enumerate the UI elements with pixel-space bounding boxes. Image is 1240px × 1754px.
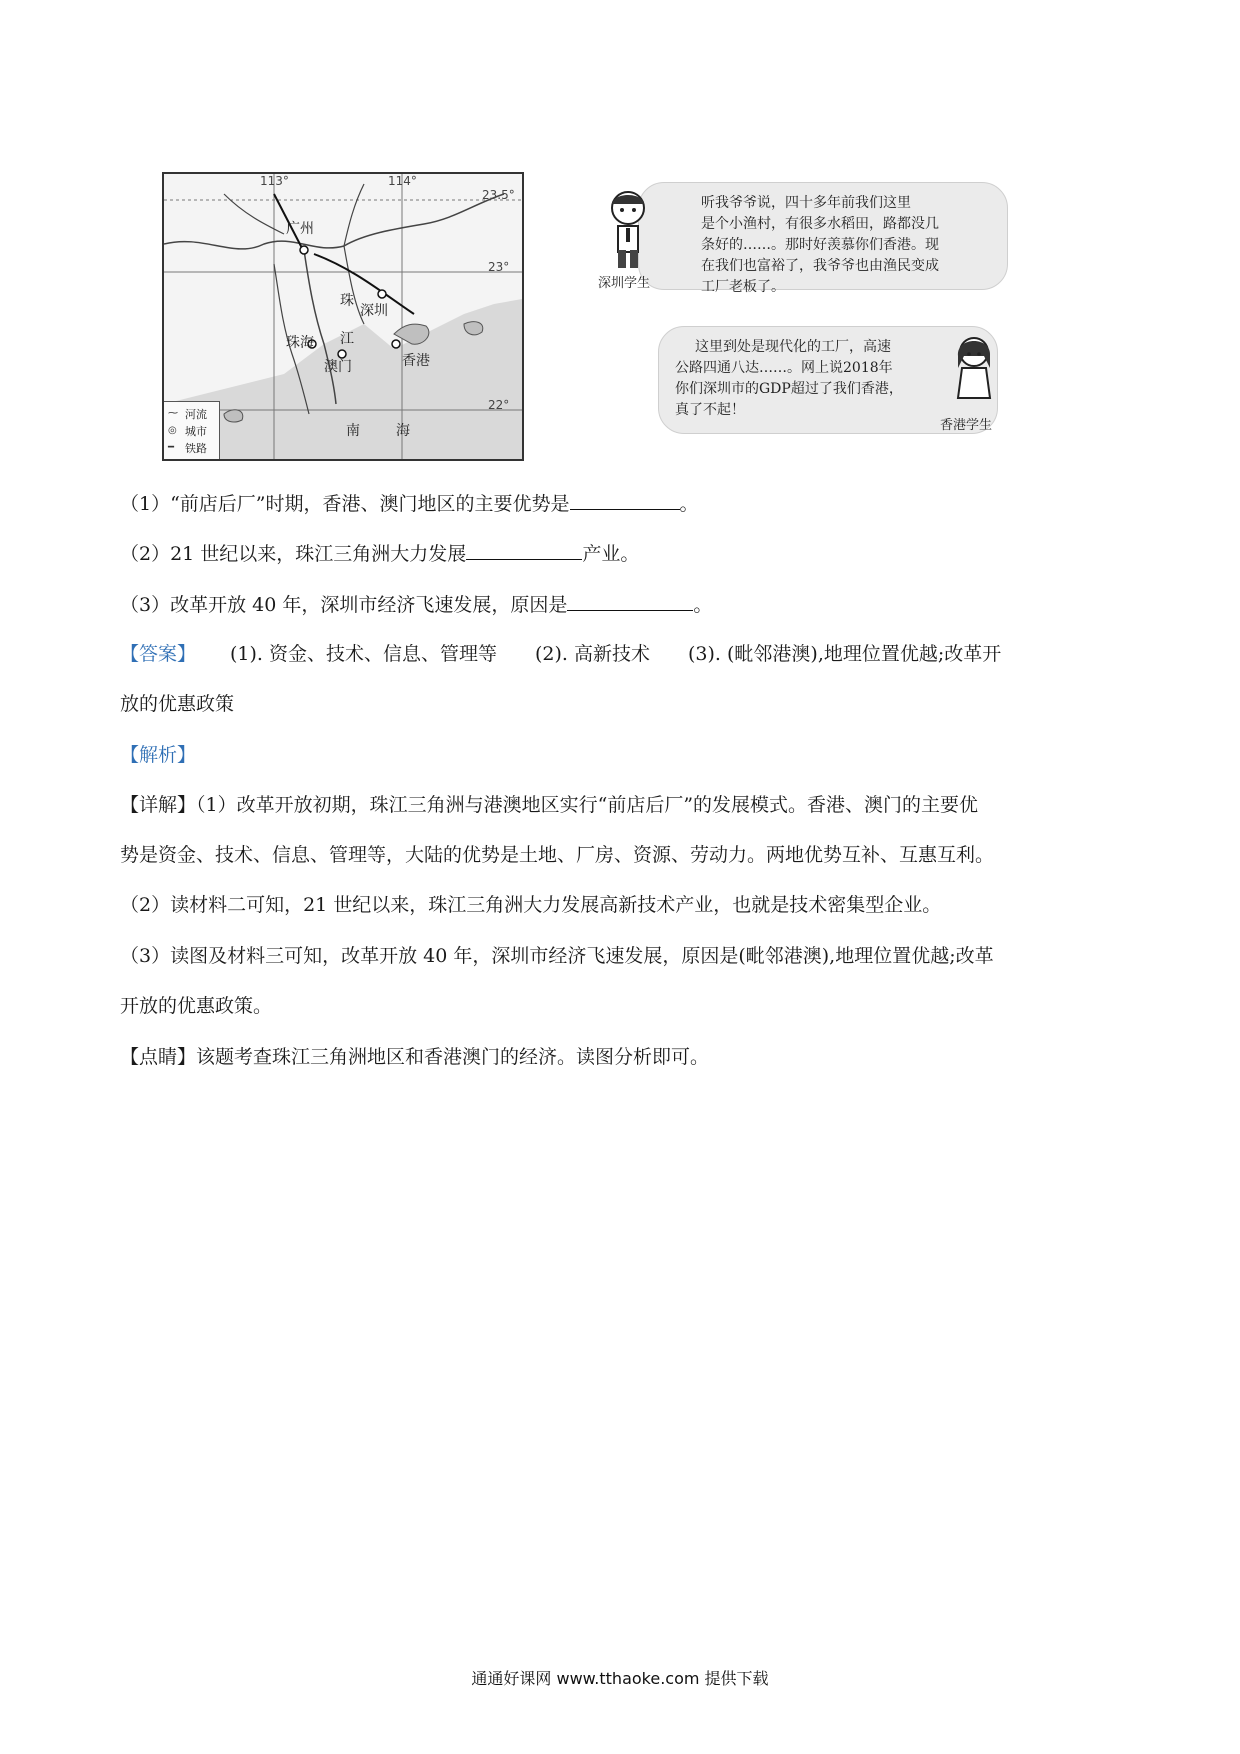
question-2 xyxy=(120,541,639,566)
question-3-suffix: 。 xyxy=(693,594,713,616)
shenzhen-student-caption: 深圳学生 xyxy=(598,276,651,291)
lat-23-5-label: 23.5° xyxy=(482,188,515,202)
detail-line-4: （3）读图及材料三可知，改革开放 40 年，深圳市经济飞速发展，原因是(毗邻港澳),地理位置优越;改革 xyxy=(120,945,994,967)
speech-line: 是个小渔村，有很多水稻田，路都没几 xyxy=(701,216,939,232)
map-legend xyxy=(164,401,220,459)
speech-line: 真了不起！ xyxy=(675,402,745,418)
comment-line xyxy=(120,1045,709,1069)
detail-label: 【详解】 xyxy=(120,794,197,816)
comment-text: 该题考查珠江三角洲地区和香港澳门的经济。读图分析即可。 xyxy=(196,1046,710,1068)
detail-line-2: 势是资金、技术、信息、管理等，大陆的优势是土地、厂房、资源、劳动力。两地优势互补、互惠互利。 xyxy=(120,844,995,866)
lat-23-label: 23° xyxy=(488,260,510,274)
answer-part-2: (2). 高新技术 xyxy=(535,643,651,665)
lon-113-label: 113° xyxy=(260,174,289,188)
river-symbol-icon: ⁓ xyxy=(168,408,178,419)
speech-line: 在我们也富裕了，我爷爷也由渔民变成 xyxy=(701,258,939,274)
answer-line xyxy=(120,642,1001,666)
analysis-label: 【解析】 xyxy=(120,744,197,766)
legend-river-label: 河流 xyxy=(185,407,207,421)
zhu-label: 珠 xyxy=(340,293,354,309)
question-3 xyxy=(120,592,712,617)
students-dialogue-comic xyxy=(598,168,1010,460)
speech-line: 听我爷爷说，四十多年前我们这里 xyxy=(701,195,911,211)
legend-railway-label: 铁路 xyxy=(185,441,207,455)
city-symbol-icon: ◎ xyxy=(168,425,177,436)
answer-label: 【答案】 xyxy=(120,643,197,665)
shenzhen-student-speech-bubble xyxy=(638,182,1008,295)
question-1-text: （1）“前店后厂”时期，香港、澳门地区的主要优势是 xyxy=(120,493,570,515)
comment-label: 【点睛】 xyxy=(120,1046,197,1068)
speech-line: 工厂老板了。 xyxy=(701,279,785,295)
hongkong-student-icon xyxy=(950,332,998,408)
speech-line: 公路四通八达……。网上说2018年 xyxy=(675,360,893,376)
hai-label: 海 xyxy=(396,423,410,439)
question-1 xyxy=(120,491,699,516)
lon-114-label: 114° xyxy=(388,174,417,188)
legend-row-river xyxy=(168,405,215,422)
legend-city-label: 城市 xyxy=(185,424,207,438)
detail-line-5: 开放的优惠政策。 xyxy=(120,995,273,1017)
page-footer: 通通好课网 www.tthaoke.com 提供下载 xyxy=(471,1669,769,1688)
aomen-label: 澳门 xyxy=(324,359,352,375)
shenzhen-label: 深圳 xyxy=(360,303,388,319)
legend-row-city xyxy=(168,422,215,439)
answer-part-3: (3). (毗邻港澳),地理位置优越;改革开 xyxy=(688,643,1002,665)
shenzhen-student-icon xyxy=(600,186,658,272)
speech-line: 条好的……。那时好羡慕你们香港。现 xyxy=(701,237,939,253)
question-1-suffix: 。 xyxy=(679,493,699,515)
detail-line-3: （2）读材料二可知，21 世纪以来，珠江三角洲大力发展高新技术产业，也就是技术密集型企业。 xyxy=(120,894,942,916)
question-1-blank xyxy=(570,491,680,510)
xianggang-label: 香港 xyxy=(402,353,430,369)
guangzhou-label: 广州 xyxy=(286,221,314,237)
jiang-label: 江 xyxy=(340,331,354,347)
speech-line: 这里到处是现代化的工厂，高速 xyxy=(695,339,891,355)
question-2-text: （2）21 世纪以来，珠江三角洲大力发展 xyxy=(120,543,467,565)
detail-line-1 xyxy=(120,793,978,817)
question-2-blank xyxy=(466,541,582,560)
zhuhai-label: 珠海 xyxy=(286,335,314,351)
lat-22-label: 22° xyxy=(488,398,510,412)
legend-row-railway xyxy=(168,439,215,456)
railway-symbol-icon: ━ xyxy=(168,442,175,453)
detail-text: （1）改革开放初期，珠江三角洲与港澳地区实行“前店后厂”的发展模式。香港、澳门的主要优 xyxy=(196,794,979,816)
question-3-blank xyxy=(567,592,693,611)
nan-label: 南 xyxy=(346,423,360,439)
answer-part-1: (1). 资金、技术、信息、管理等 xyxy=(230,643,498,665)
answer-continuation: 放的优惠政策 xyxy=(120,693,235,715)
question-2-suffix: 产业。 xyxy=(582,543,640,565)
question-3-text: （3）改革开放 40 年，深圳市经济飞速发展，原因是 xyxy=(120,594,568,616)
pearl-river-delta-map xyxy=(162,172,524,461)
speech-line: 你们深圳市的GDP超过了我们香港， xyxy=(675,381,903,397)
hongkong-student-caption: 香港学生 xyxy=(940,418,993,433)
